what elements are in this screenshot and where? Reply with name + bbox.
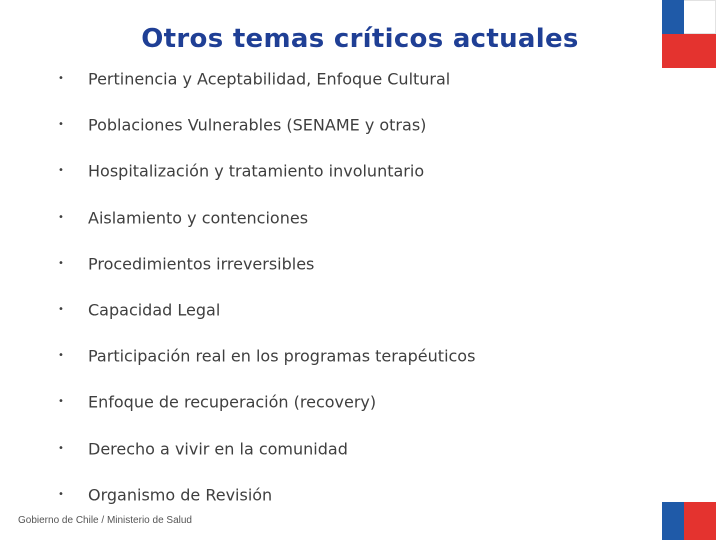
list-item xyxy=(0,333,640,379)
bullet-icon: • xyxy=(58,119,64,131)
bullet-text: Procedimientos irreversibles xyxy=(88,254,315,274)
bullet-text: Participación real en los programas terapéuticos xyxy=(88,346,476,366)
bullet-icon: • xyxy=(58,211,64,223)
list-item xyxy=(0,56,640,102)
list-item xyxy=(0,148,640,194)
bullet-icon: • xyxy=(58,488,64,500)
list-item xyxy=(0,241,640,287)
list-item xyxy=(0,287,640,333)
bullet-icon: • xyxy=(58,165,64,177)
bullet-text: Pertinencia y Aceptabilidad, Enfoque Cultural xyxy=(88,69,451,89)
list-item xyxy=(0,472,640,518)
bullet-icon: • xyxy=(58,350,64,362)
bullet-text: Poblaciones Vulnerables (SENAME y otras) xyxy=(88,115,427,135)
bullet-list xyxy=(0,56,640,518)
bullet-icon: • xyxy=(58,304,64,316)
footer-text: Gobierno de Chile / Ministerio de Salud xyxy=(18,515,192,526)
bullet-icon: • xyxy=(58,257,64,269)
bullet-text: Capacidad Legal xyxy=(88,300,221,320)
bullet-text: Enfoque de recuperación (recovery) xyxy=(88,392,377,412)
bullet-text: Derecho a vivir en la comunidad xyxy=(88,439,348,459)
list-item xyxy=(0,426,640,472)
list-item xyxy=(0,195,640,241)
chile-flag-logo-bottom xyxy=(662,502,716,540)
bullet-icon: • xyxy=(58,396,64,408)
bullet-icon: • xyxy=(58,442,64,454)
list-item xyxy=(0,102,640,148)
bullet-icon: • xyxy=(58,73,64,85)
slide-title: Otros temas críticos actuales xyxy=(141,24,579,54)
bullet-text: Hospitalización y tratamiento involuntario xyxy=(88,161,425,181)
bullet-text: Organismo de Revisión xyxy=(88,485,273,505)
bullet-text: Aislamiento y contenciones xyxy=(88,208,309,228)
list-item xyxy=(0,379,640,425)
